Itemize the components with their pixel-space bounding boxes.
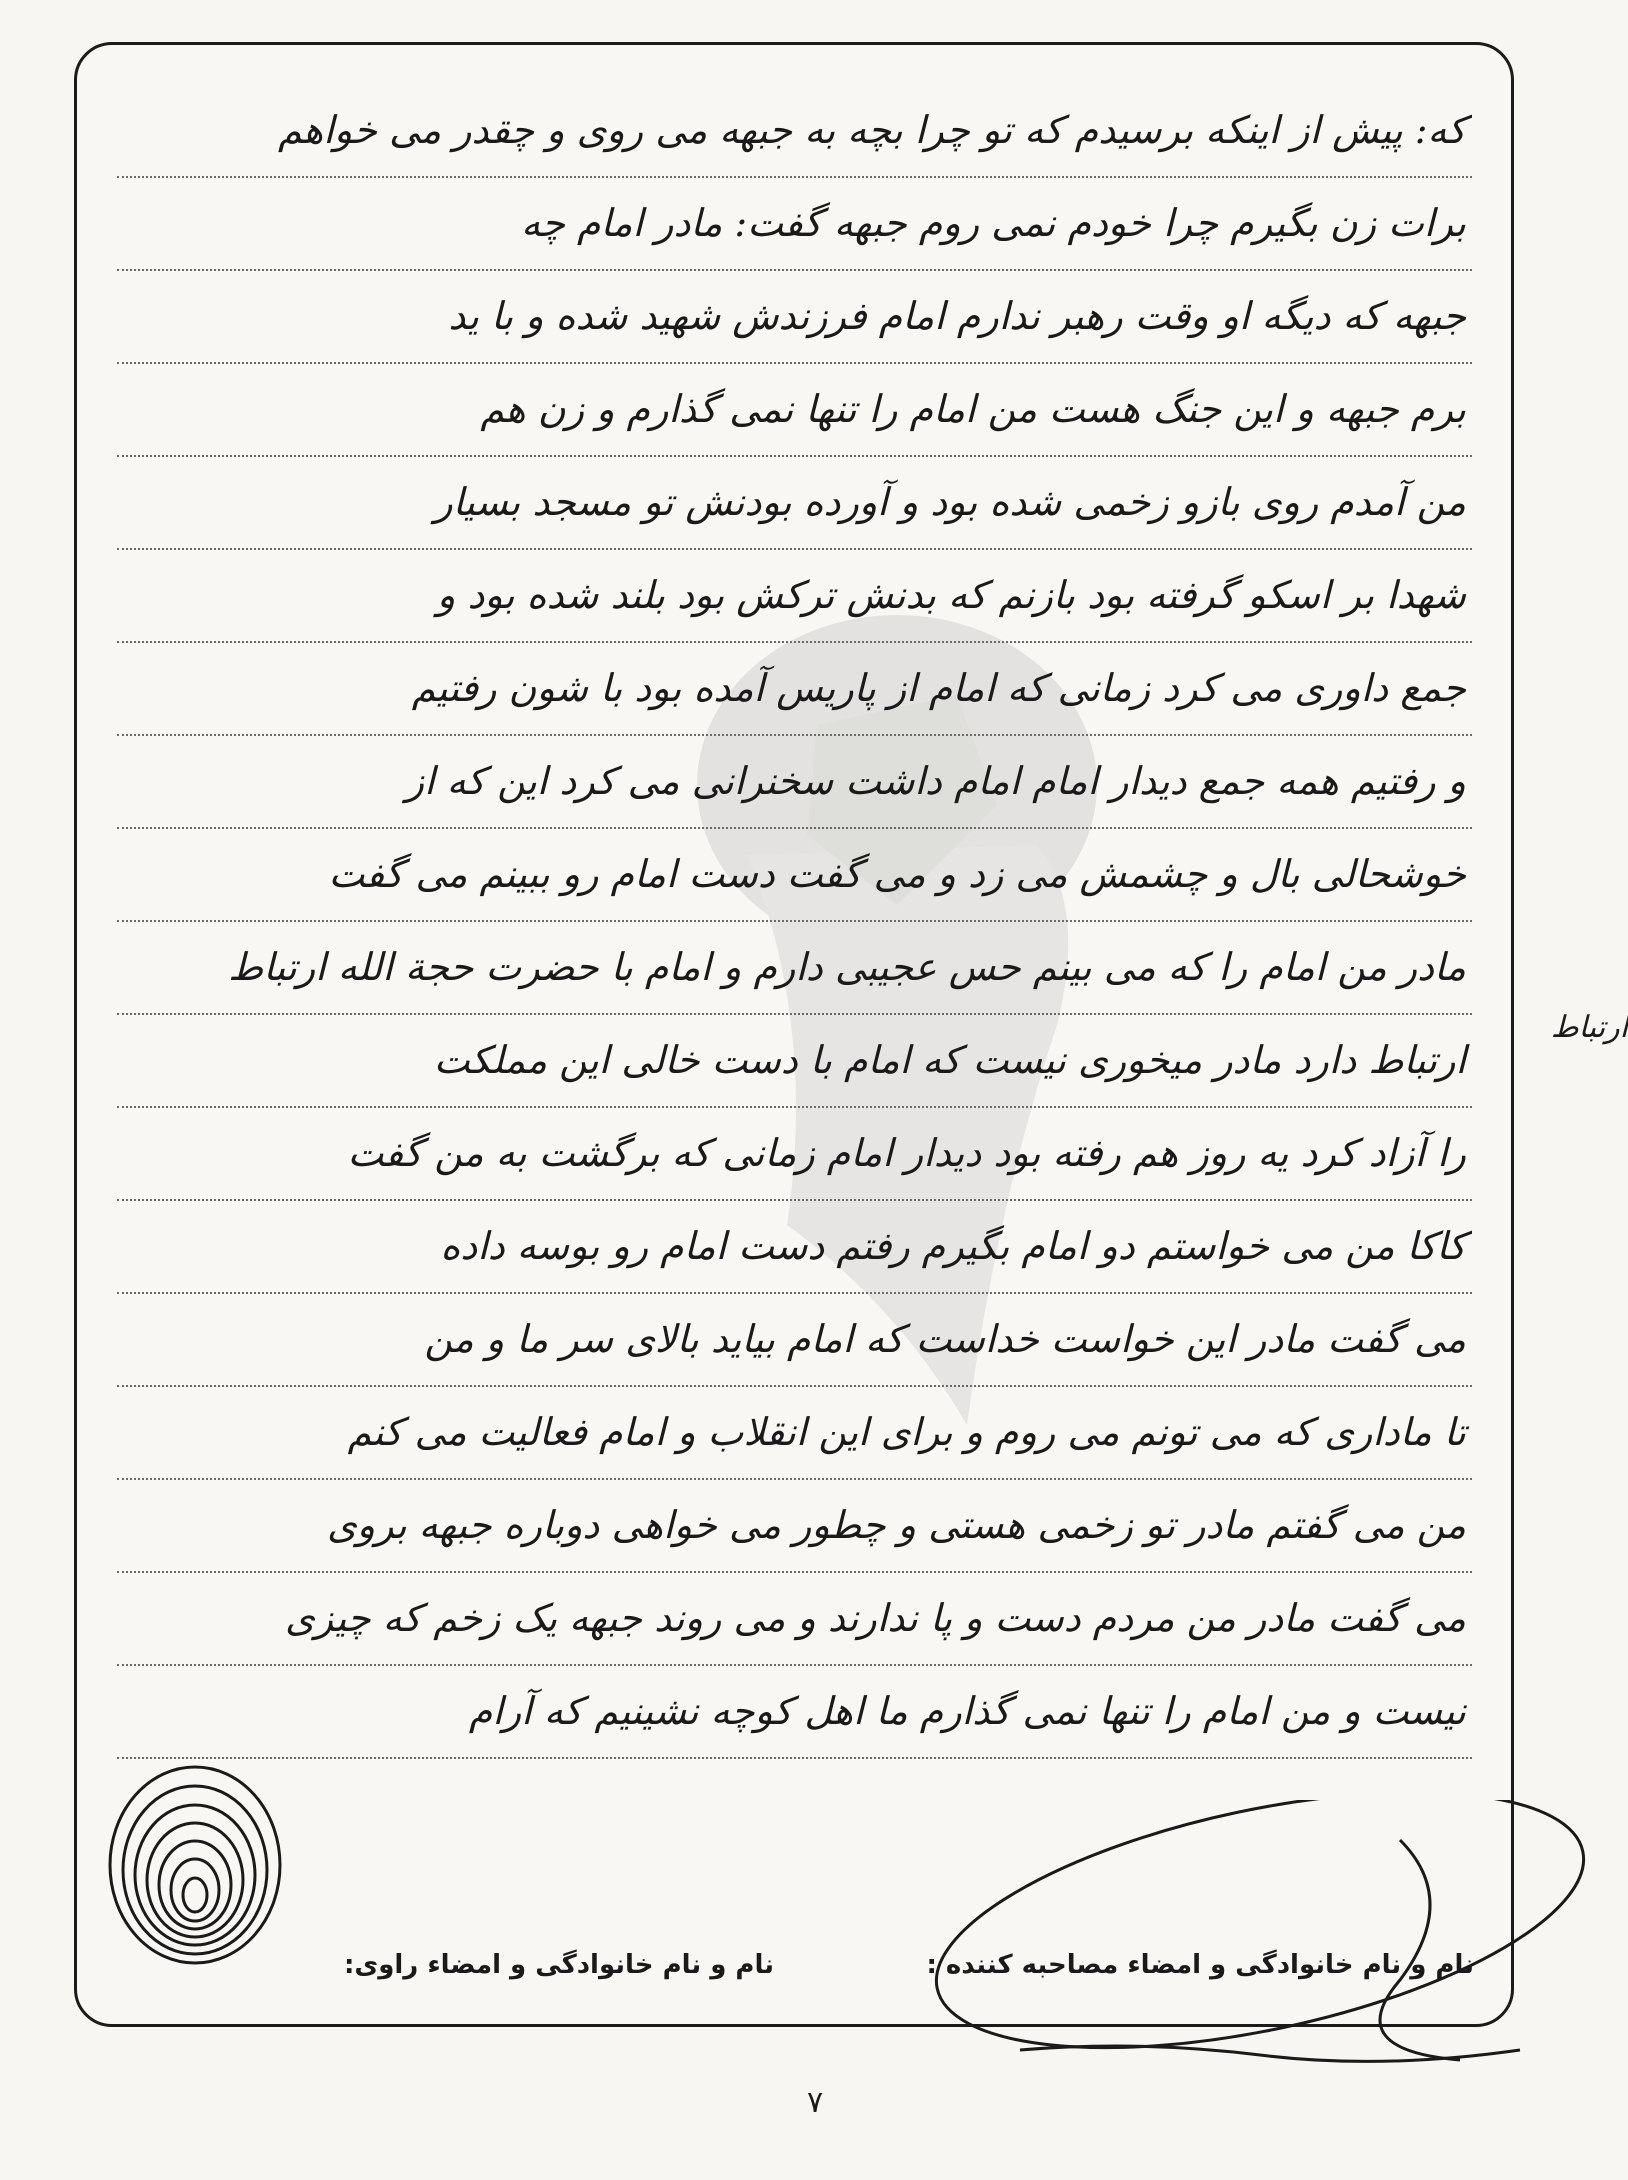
line-text: جمع داوری می کرد زمانی که امام از پاریس آمده بود با شون رفتیم (411, 666, 1466, 710)
line-text: نیست و من امام را تنها نمی گذارم ما اهل کوچه نشینیم که آرام (468, 1689, 1466, 1733)
handwritten-line (117, 85, 1472, 178)
line-text: کاکا من می خواستم دو امام بگیرم رفتم دست امام رو بوسه داده (440, 1224, 1466, 1268)
line-text: مادر من امام را که می بینم حس عجیبی دارم و امام با حضرت حجة الله ارتباط (228, 945, 1466, 989)
signature-footer (74, 1950, 1514, 2010)
line-text: شهدا بر اسکو گرفته بود بازنم که بدنش ترکش بود بلند شده بود و (437, 573, 1466, 617)
narrator-label: نام و نام خانوادگی و امضاء راوی: (344, 1950, 774, 1980)
line-text: برات زن بگیرم چرا خودم نمی روم جبهه گفت: مادر امام چه (521, 201, 1466, 245)
line-text: که: پیش از اینکه برسیدم که تو چرا بچه به جبهه می روی و چقدر می خواهم (277, 108, 1466, 152)
handwritten-line (117, 1108, 1472, 1201)
handwritten-line (117, 1666, 1472, 1759)
handwritten-line (117, 457, 1472, 550)
handwritten-line (117, 922, 1472, 1015)
document-frame (74, 42, 1514, 2027)
handwritten-line (117, 829, 1472, 922)
margin-note: ارتباط (1550, 1010, 1628, 1045)
line-text: تا ماداری که می تونم می روم و برای این انقلاب و امام فعالیت می کنم (347, 1410, 1466, 1454)
handwritten-line (117, 1480, 1472, 1573)
line-text: خوشحالی بال و چشمش می زد و می گفت دست امام رو ببینم می گفت (328, 852, 1466, 896)
handwritten-line (117, 1573, 1472, 1666)
page-number: ۷ (806, 2085, 824, 2120)
line-text: و رفتیم همه جمع دیدار امام امام داشت سخنرانی می کرد این که از (405, 759, 1466, 803)
line-text: را آزاد کرد یه روز هم رفته بود دیدار امام زمانی که برگشت به من گفت (347, 1131, 1466, 1175)
handwritten-line (117, 643, 1472, 736)
line-text: برم جبهه و این جنگ هست من امام را تنها نمی گذارم و زن هم (480, 387, 1466, 431)
handwritten-line (117, 736, 1472, 829)
line-text: می گفت مادر این خواست خداست که امام بیاید بالای سر ما و من (424, 1317, 1466, 1361)
handwritten-line (117, 271, 1472, 364)
handwritten-line (117, 550, 1472, 643)
line-text: ارتباط دارد مادر میخوری نیست که امام با دست خالی این مملکت (433, 1038, 1466, 1082)
handwritten-line (117, 364, 1472, 457)
line-text: من می گفتم مادر تو زخمی هستی و چطور می خواهی دوباره جبهه بروی (327, 1503, 1466, 1547)
fingerprint-icon (100, 1760, 290, 1970)
handwritten-line (117, 178, 1472, 271)
handwritten-line (117, 1294, 1472, 1387)
line-text: می گفت مادر من مردم دست و پا ندارند و می روند جبهه یک زخم که چیزی (284, 1596, 1466, 1640)
handwritten-lines (117, 85, 1472, 1759)
handwritten-line (117, 1201, 1472, 1294)
line-text: جبهه که دیگه او وقت رهبر ندارم امام فرزندش شهید شده و با ید (448, 294, 1466, 338)
line-text: من آمدم روی بازو زخمی شده بود و آورده بودنش تو مسجد بسیار (434, 480, 1466, 524)
handwritten-line (117, 1015, 1472, 1108)
handwritten-line (117, 1387, 1472, 1480)
interviewer-label: نام و نام خانوادگی و امضاء مصاحبه کننده : (926, 1950, 1474, 1980)
